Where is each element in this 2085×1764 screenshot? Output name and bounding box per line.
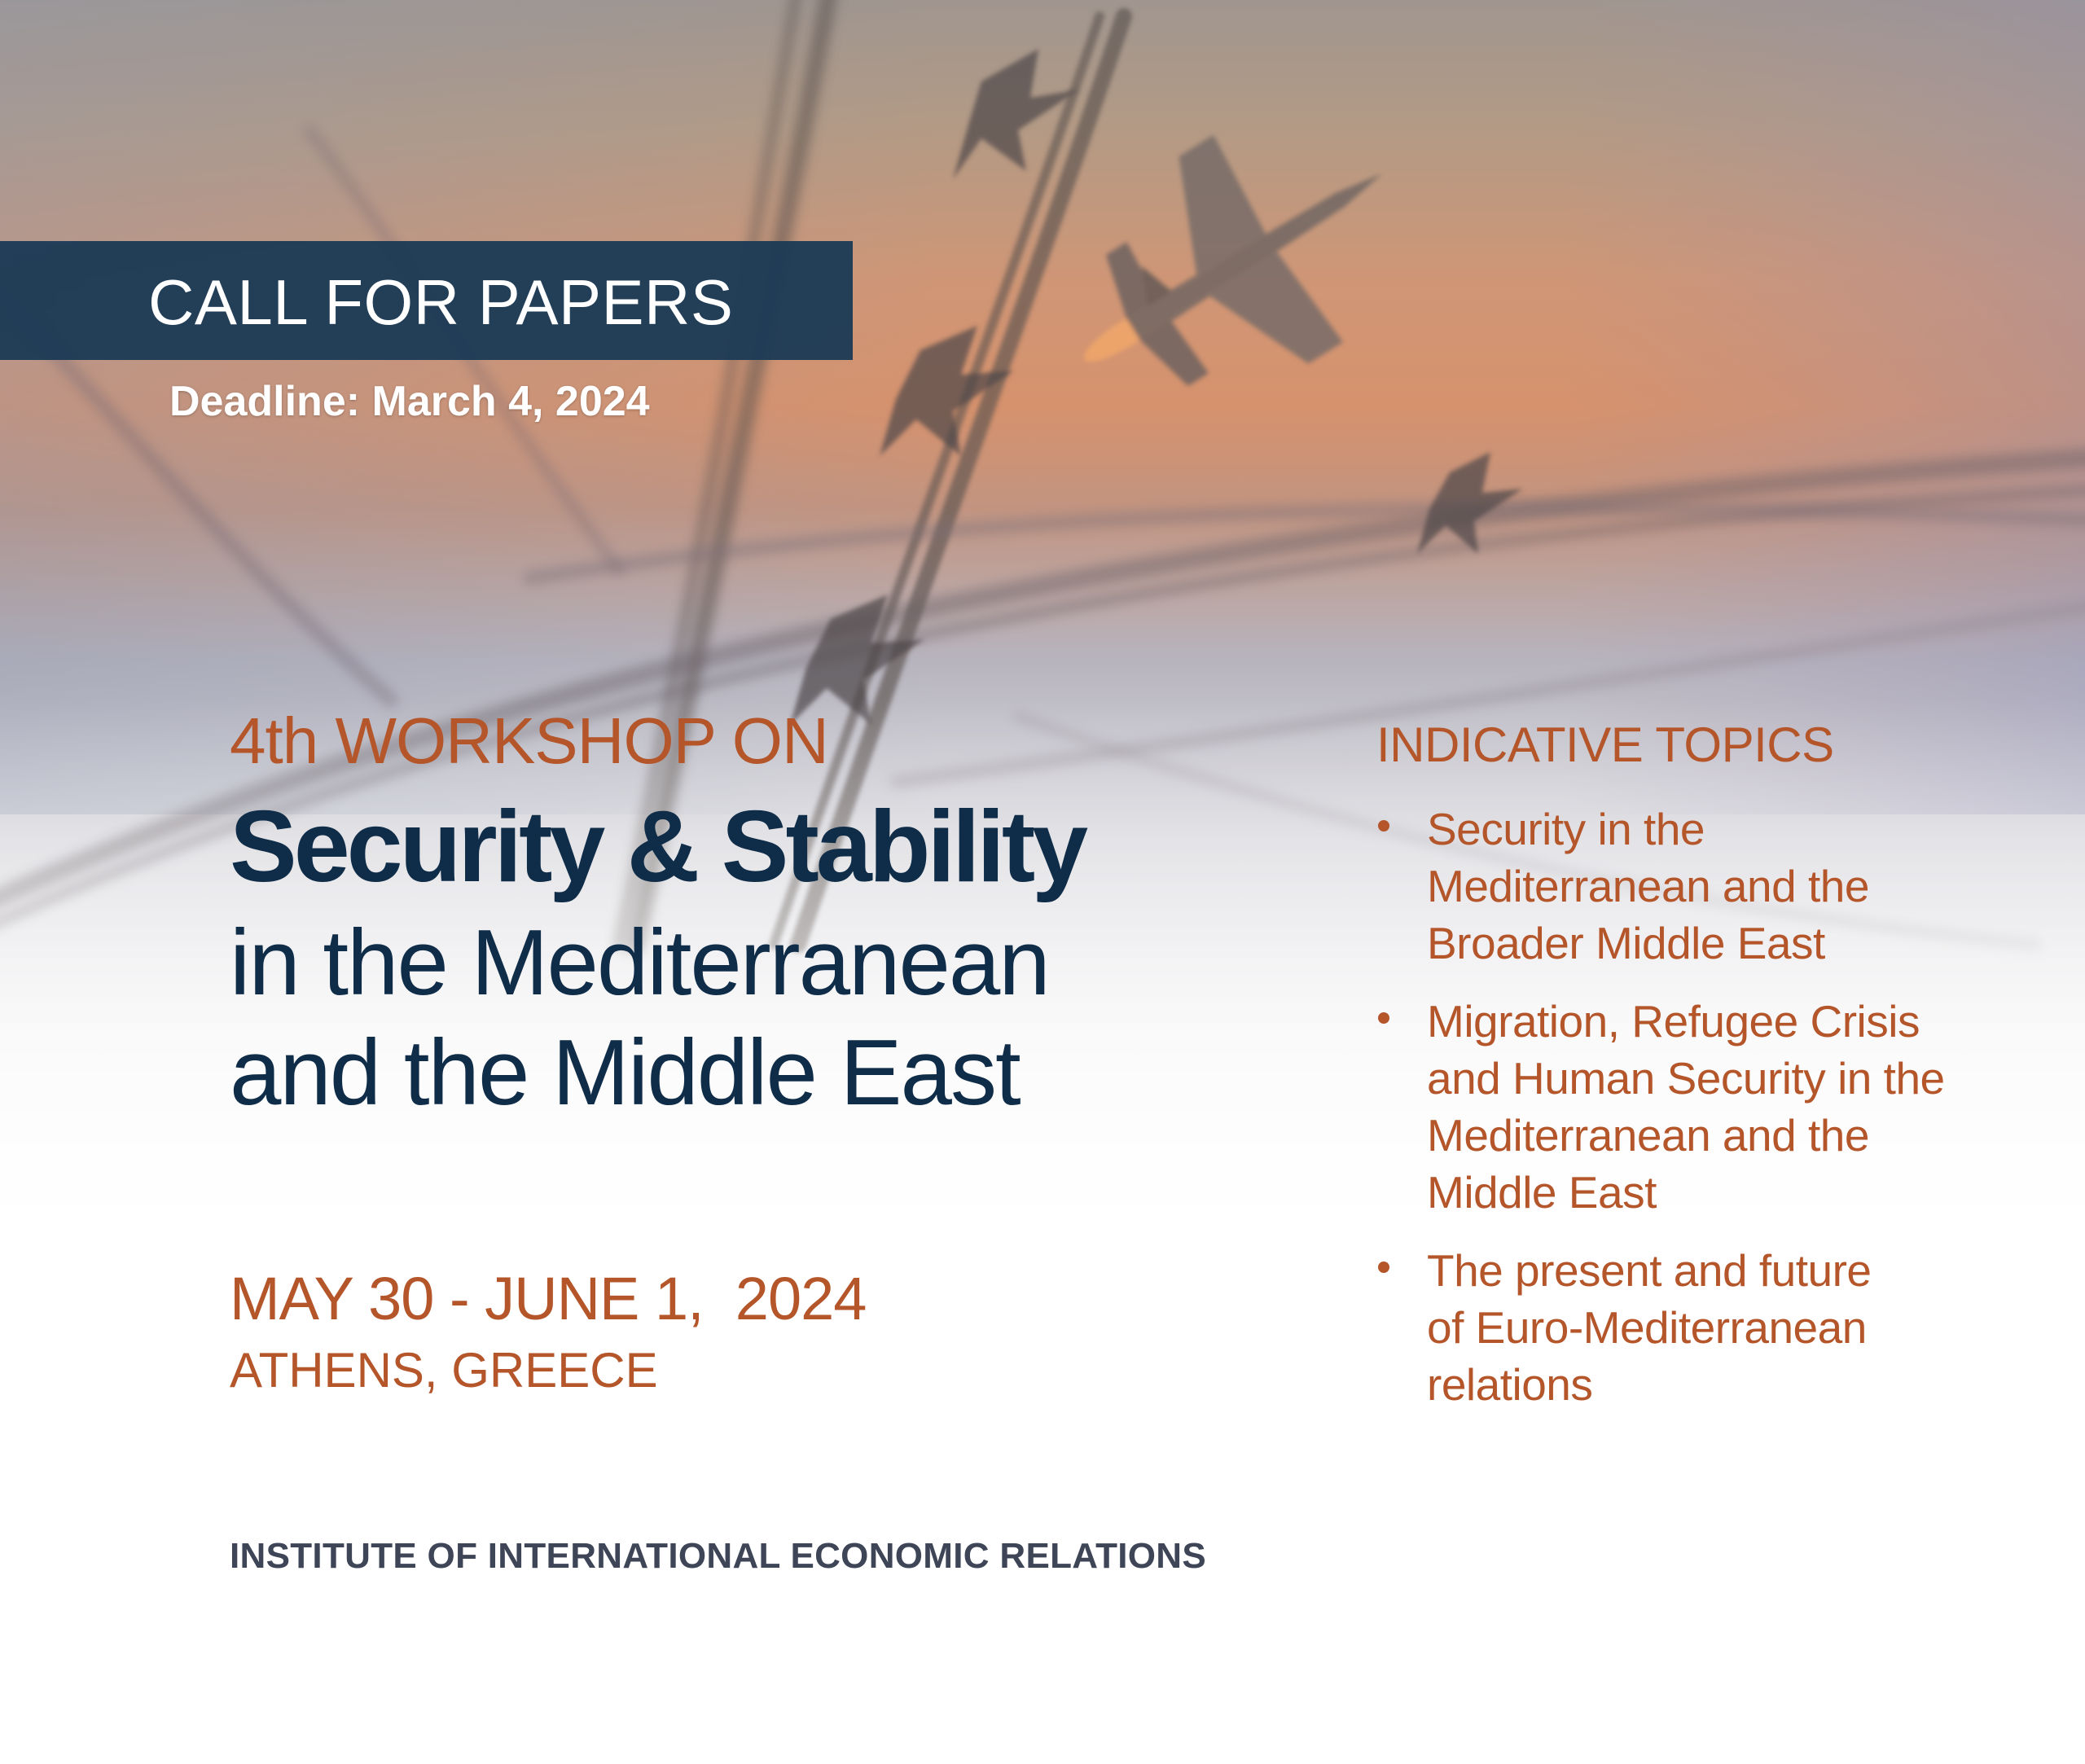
indicative-topics [1376,717,2044,1434]
topic-line: Security in the [1427,804,1705,854]
topic-line: The present and future [1427,1245,1872,1296]
topic-line: Mediterranean and the [1427,1110,1869,1161]
topic-item [1376,993,2044,1221]
topic-line: Migration, Refugee Crisis [1427,996,1920,1047]
topic-line: and Human Security in the [1427,1053,1945,1104]
bullet-icon [1378,1262,1389,1273]
topic-line: relations [1427,1359,1593,1410]
topic-item [1376,1242,2044,1413]
topic-line: Mediterranean and the [1427,861,1869,911]
topic-line: Middle East [1427,1167,1657,1218]
topic-line: Broader Middle East [1427,918,1825,968]
headline-sub-line-1: in the Mediterranean [230,911,1049,1015]
headline-sub [230,909,1248,1128]
workshop-title-block [230,704,1248,1128]
headline-sub-line-2: and the Middle East [230,1020,1020,1125]
topic-list [1376,801,2044,1413]
event-dates: MAY 30 - JUNE 1, 2024 [230,1265,867,1332]
deadline-text: Deadline: March 4, 2024 [169,378,650,425]
call-for-papers-title: CALL FOR PAPERS [148,266,734,338]
topic-line: of Euro-Mediterranean [1427,1302,1867,1353]
event-location: ATHENS, GREECE [230,1343,658,1398]
topic-item [1376,801,2044,972]
workshop-eyebrow: 4th WORKSHOP ON [230,704,828,777]
bullet-icon [1378,820,1389,832]
organizer-name: INSTITUTE OF INTERNATIONAL ECONOMIC RELATIONS [230,1536,1207,1576]
headline-main: Security & Stability [230,791,1086,903]
bullet-icon [1378,1012,1389,1024]
topics-heading: INDICATIVE TOPICS [1376,717,1834,772]
